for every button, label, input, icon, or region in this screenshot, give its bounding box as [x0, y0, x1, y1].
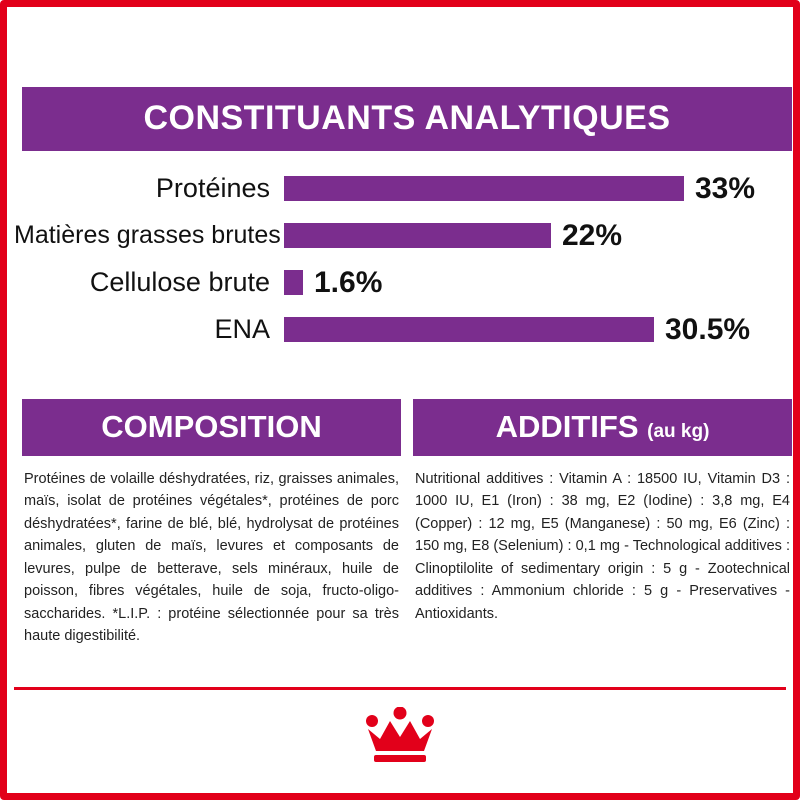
- chart-row-label: ENA: [214, 314, 270, 344]
- analytical-constituents-title: CONSTITUANTS ANALYTIQUES: [22, 87, 792, 151]
- chart-bar-area: [284, 172, 786, 206]
- chart-bar: [284, 317, 654, 342]
- chart-bar: [284, 176, 684, 201]
- additives-title: [413, 399, 792, 456]
- composition-section: [22, 399, 401, 648]
- analytical-constituents-chart: [14, 165, 800, 353]
- additives-title-text: ADDITIFS: [495, 409, 639, 444]
- chart-row-label: Matières grasses brutes: [14, 221, 281, 249]
- bottom-columns: [14, 399, 800, 648]
- crown-icon: [363, 707, 437, 769]
- chart-bar: [284, 270, 303, 295]
- chart-bar-value: 30.5%: [665, 312, 751, 346]
- chart-bar-value: 1.6%: [314, 265, 383, 299]
- chart-row-label: Protéines: [155, 173, 270, 203]
- composition-title: COMPOSITION: [22, 399, 401, 456]
- chart-bar-area: [284, 313, 786, 347]
- chart-bar-value: 22%: [562, 218, 623, 252]
- chart-bar-area: [284, 266, 786, 300]
- additives-body: Nutritional additives : Vitamin A : 18500 IU, Vitamin D3 : 1000 IU, E1 (Iron) : 38 mg, E2 (Iodine) : 3,8 mg, E4 (Copper) : 12 mg, E5 (Manganese) : 50 mg, E6 (Zinc) : 150 mg, E8 (Selenium) : 0,1 mg - Technological additives : Clinoptilolite of sedimentary origin : 5 g - Zootechnical additives : Ammonium chloride : 5 g - Preservatives - Antioxidants.: [415, 471, 790, 622]
- chart-row: [14, 212, 786, 259]
- additives-title-subtitle: (au kg): [647, 421, 710, 442]
- chart-row: [14, 259, 786, 306]
- chart-row: [14, 306, 786, 353]
- analytical-constituents-section: [14, 14, 800, 353]
- composition-body: Protéines de volaille déshydratées, riz, graisses animales, maïs, isolat de protéines végétales*, protéines de porc déshydratées*, farine de blé, blé, hydrolysat de protéines animales, gluten de maïs, levures et composants de levures, pulpe de betterave, sels minéraux, huile de poisson, fibres végétales, huile de soja, fructo-oligo-saccharides. *L.I.P. : protéine sélectionnée pour sa très haute digestibilité.: [24, 471, 399, 645]
- additives-section: [413, 399, 792, 648]
- chart-bar: [284, 223, 551, 248]
- chart-bar-value: 33%: [695, 171, 756, 205]
- chart-row-label: Cellulose brute: [89, 267, 270, 297]
- chart-row: [14, 165, 786, 212]
- footer: [14, 687, 786, 786]
- chart-bar-area: [284, 219, 786, 253]
